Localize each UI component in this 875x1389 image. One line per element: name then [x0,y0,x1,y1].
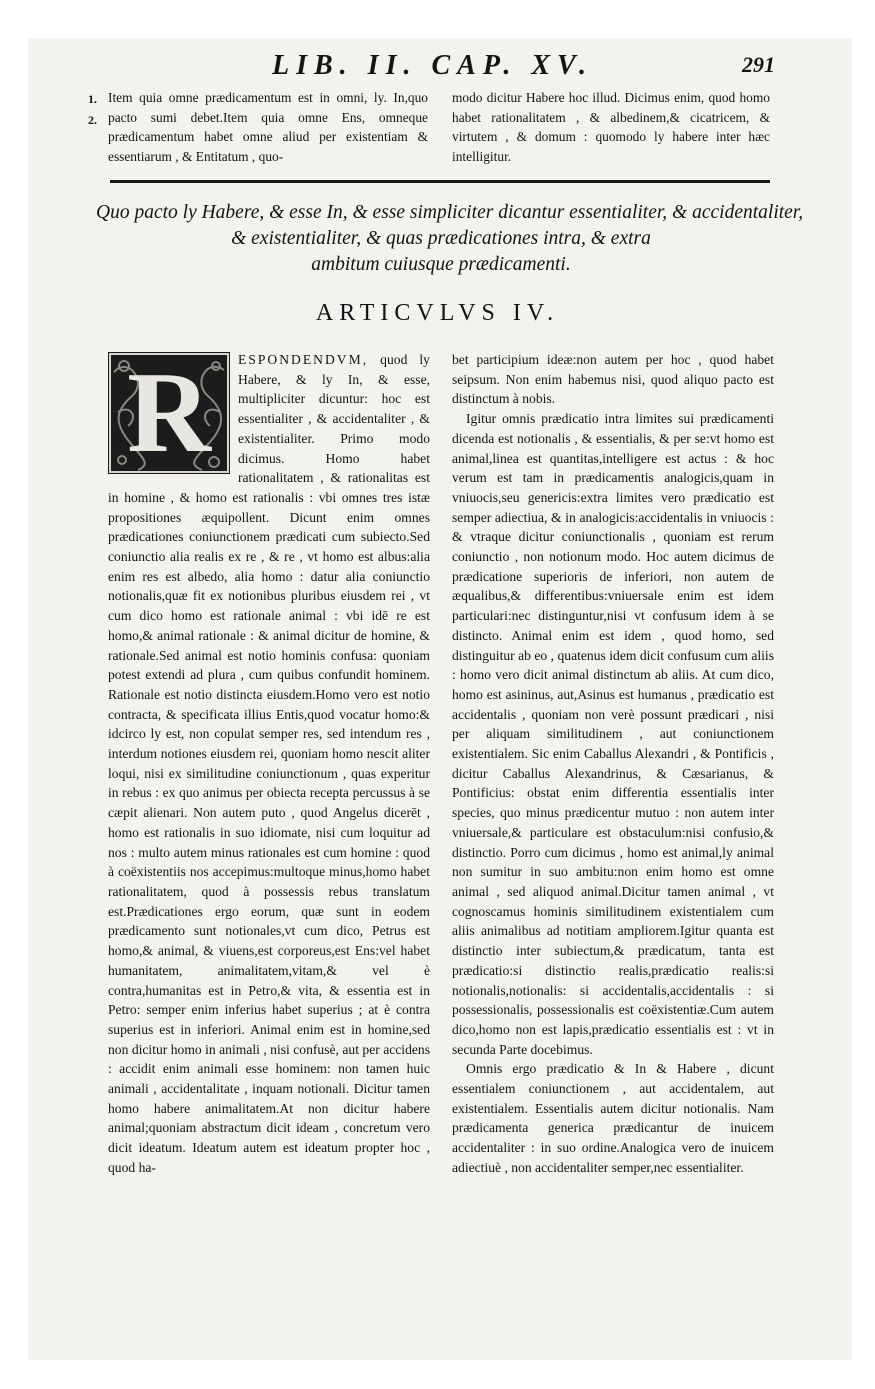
body-right-paragraph-3: Omnis ergo prædicatio & In & Habere , dicunt essentialem coniunctionem , aut accidentalem, aut existentialem. Essentialis autem dicitur notionalis. Nam prædicamenta generica prædicantur de inuicem accidentaliter : in suo ordine.Analogica vero de inuicem adiectiuè , non accidentaliter semper,nec essentialiter. [452,1061,774,1175]
chapter-summary-right-text: modo dicitur Habere hoc illud. Dicimus enim, quod homo habet rationalitatem , & albedinem,& cicatricem, & virtutem , & domum : quomodo ly habere inter hæc intelligitur. [452,90,770,164]
section-title-line-3: ambitum cuiusque prædicamenti. [311,254,571,275]
article-heading: ARTICVLVS IV. [315,300,560,326]
body-right-paragraph-2: Igitur omnis prædicatio intra limites sui prædicamenti dicenda est notionalis , & essentialis, & per se:vt homo est animal,linea est quantitas,intelligere est actus : & hoc verum est tam in prædicamentis analogicis,quam in vniuocis,seu genericis:extra limites vero prædicatio est semper adiectiua, & in analogicis:accidentalis in vniuocis : & vtraque dicitur coniunctionalis , quoniam est rerum coniunctio , non notionum modo. Hoc autem dicimus de prædicatione superioris de inferiori, non autem de æqualibus,& differentibus:vniuersale enim est idem particulari:nec distinguntur,nisi vt confusum idem à se distincto. Animal enim est idem , quod homo, sed distinguitur ab eo , quatenus idem dicit confusum cum aliis : homo vero dicit animal distinctum ab aliis. At cum dico, homo est asininus, aut,Asinus est humanus , prædicatio est accidentalis , quoniam non verè possunt prædicari , nisi per aliquam similitudinem , aut coniunctionem existentialem. Sic enim Caballus Alexandri , & Pontificis , dicitur Caballus Alexandrinus, & Cæsarianus, & Pontificius: obstat enim differentia essentialis inter species, quo minus prædicentur mutuo : non autem inter vniuersale,& particulare est obstaculum:nisi confusio,& distinctio. Porro cum dicimus , homo est animal,ly animal non sumitur in suo ambitu:non enim homo est omne animal , sed aliquod animal.Dicitur tamen animal , vt cognoscamus hominis similitudinem existentialem cum aliis animalibus ad notitiam ampliorem.Igitur quanta est distinctio inter subiectum,& prædicatum, tanta est prædicatio:si distinctio realis,prædicatio realis:si notionalis,notionalis: si accidentalis,accidentalis : si possessionalis, possessionalis est coëxistentiæ.Cum autem dico,homo non est lapis,prædicatio essentialis est : vt in secunda Parte docebimus. [452,411,774,1057]
page-number: 291 [742,52,775,77]
chapter-summary-right [452,88,770,166]
marginal-number-1: 1. [88,92,97,106]
section-title [96,200,804,278]
body-left-text: quod ly Habere, & ly In, & esse, multipliciter dicuntur: hoc est essentialiter , & accidentaliter , & existentialiter. Primo modo dicimus. Homo habet rationalitatem , & rationalitas est in homine , & homo est rationalis : vbi omnes tres istæ propositiones æquipollent. Dicunt enim omnes prædicationes coniunctionem prædicati cum subiecto.Sed coniunctio alia realis ex re , & re , vt homo est albus:alia enim res est albedo, alia homo : datur alia coniunctio notionalis,quæ fit ex notionibus pluribus eiusdem rei , vt cum dico homo est rationale animal : vbi idē re est homo,& animal rationale : & animal dicitur de homine, & rationale.Sed animal est notio hominis confusa: quoniam potest extendi ad plura , cum quibus confundit hominem. Rationale est notio distincta eiusdem.Homo vero est notio contracta, & specificata illius Entis,quod vocatur homo:& idcirco ly est, non copulat semper res, sed intendum res , interdum notiones eiusdem rei, quoniam homo nescit aliter loqui, nisi ex similitudine coniunctionum , quas experitur in rebus : ex quo animus per obiecta recepta percussus à se cæpit alienari. Non autem puto , quod Angelus dicerēt , homo est rationalis in suo idiomate, nisi cum loquitur ad nos : multo autem minus rationales est cum homine : quod à coëxistentiis nos accepimus:multoque minus,homo habet rationalitatem, quod à possessis rebus translatum est.Prædicationes ergo eorum, quæ sunt in eodem prædicamento sunt notionales,vt cum dico, Petrus est homo,& animal, & viuens,est corporeus,est Ens:vel habet humanitatem, animalitatem,vitam,& vel è contra,humanitas est in Petro,& vita, & essentia est in Petro: semper enim inferius habet superius ; at è contra superius est in inferiori. Animal enim est in homine,sed non dicitur homo in animali , nisi confusè, aut per accidens : accidit enim animali esse hominem: non tamen huic animali , accidentalitate , inquam notionali. Dicitur tamen homo habere animalitatem.At non dicitur habere animal;quoniam abstractum dicit ideam , concretum vero dicit ideatum. Ideatum autem est ideatum propter hoc , quod ha- [108,352,430,1175]
initial-letter: R [127,349,211,477]
section-title-line-2: & existentialiter, & quas prædicationes intra, & extra [231,228,651,249]
marginal-number-2: 2. [88,113,97,127]
section-title-line-1: Quo pacto ly Habere, & esse In, & esse simpliciter dicantur essentialiter, & accidentaliter, [96,202,804,223]
body-column-left [108,350,430,1178]
running-head [0,50,875,82]
horizontal-rule [110,180,770,183]
body-right-paragraph-1: bet participium ideæ:non autem per hoc , quod habet seipsum. Non enim habemus nisi, quod aliquo pacto est distinctum à nobis. [452,352,774,407]
chapter-summary-left-text: Item quia omne prædicamentum est in omni, ly. In,quo pacto sumi debet.Item quia omne Ens, omneque prædicamentum habet omne aliud per existentiam & essentiarum , & Entitatum , quo- [108,90,428,164]
body-column-right [452,350,774,1178]
ornamental-initial [108,349,230,477]
running-head-title: LIB. II. CAP. XV. [272,50,594,81]
chapter-summary-left [108,88,428,166]
opening-word: ESPONDENDVM, [238,352,369,367]
